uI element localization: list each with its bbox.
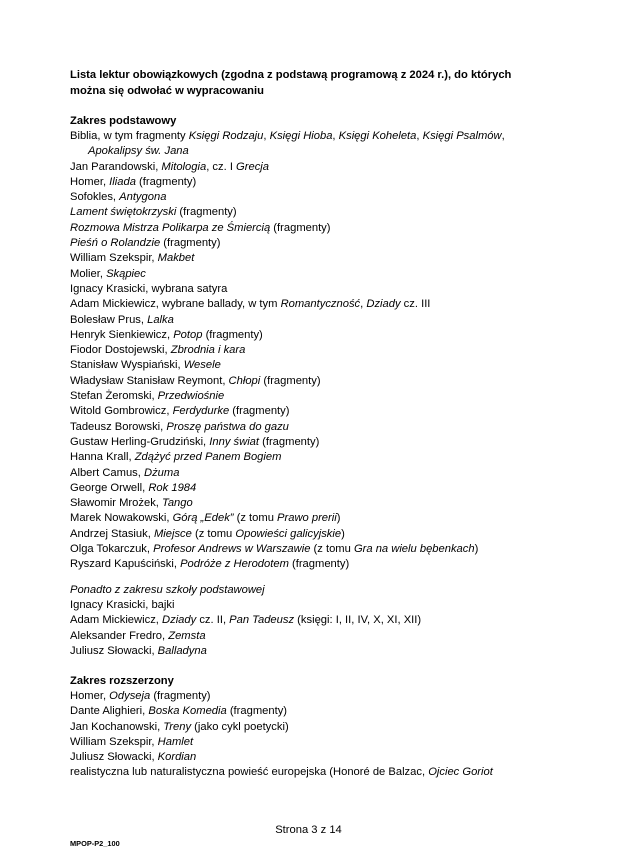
item-text: (fragmenty) [176, 206, 237, 219]
work-title: Skąpiec [106, 267, 146, 280]
work-title: Księgi Psalmów [422, 130, 502, 142]
item-text: (z tomu [310, 543, 354, 556]
work-title: Dziady [366, 298, 401, 311]
item-text: , [263, 130, 270, 142]
work-title: Lament świętokrzyski [70, 206, 177, 219]
item-text: Gustaw Herling-Grudziński, [70, 435, 210, 448]
item-text: Tadeusz Borowski, [70, 420, 167, 433]
work-title: Antygona [119, 191, 167, 204]
item-text: Olga Tokarczuk, [70, 543, 154, 556]
list-item [70, 267, 590, 282]
section-beyond [70, 582, 590, 659]
list-item [70, 704, 590, 719]
item-text: Władysław Stanisław Reymont, [70, 374, 229, 387]
list-item [70, 720, 590, 735]
work-title: Podróże z Herodotem [180, 558, 289, 571]
work-title: Zbrodnia i kara [170, 344, 246, 357]
item-text: Bolesław Prus, [70, 313, 148, 326]
item-text: Jan Kochanowski, [70, 720, 164, 733]
reading-list-basic [70, 129, 590, 573]
work-title: Makbet [157, 252, 195, 265]
work-title: Górą „Edek” [172, 512, 234, 525]
list-item [70, 358, 590, 373]
section-basic [70, 113, 590, 573]
item-text: Homer, [70, 175, 110, 188]
work-title: Wesele [183, 359, 221, 372]
work-title: Rozmowa Mistrza Polikarpa ze Śmiercią [70, 221, 271, 234]
work-title: Tango [162, 497, 193, 510]
work-title: Romantyczność [280, 298, 361, 311]
list-item [70, 282, 590, 297]
list-item [70, 251, 590, 266]
list-item [70, 750, 590, 765]
section-extended [70, 673, 590, 781]
item-text: (fragmenty) [226, 705, 288, 718]
list-item [70, 466, 590, 481]
item-text: realistyczna lub naturalistyczna powieść europejska (Honoré de Balzac, [70, 766, 429, 779]
heading-line-2: można się odwołać w wypracowaniu [70, 85, 264, 97]
list-item [70, 160, 590, 175]
work-title: Treny [163, 720, 192, 733]
work-title: Apokalipsy św. Jana [88, 145, 189, 158]
item-text: (z tomu [191, 527, 236, 540]
item-text: , [360, 298, 367, 311]
work-title: Rok 1984 [148, 481, 197, 494]
work-title: Ojciec Goriot [428, 766, 493, 779]
work-title: Proszę państwa do gazu [166, 420, 289, 433]
list-item [70, 175, 590, 190]
item-text: , cz. I [206, 160, 237, 173]
work-title: Pan Tadeusz [229, 614, 295, 627]
item-text: Sofokles, [70, 191, 120, 204]
item-text: ) [474, 543, 479, 556]
item-text: Biblia, w tym fragmenty [70, 130, 189, 142]
list-item [70, 129, 590, 144]
item-text: Adam Mickiewicz, [70, 614, 163, 627]
item-text: (fragmenty) [288, 558, 350, 571]
reading-list-extended [70, 689, 590, 781]
item-text: William Szekspir, [70, 735, 158, 748]
work-title: Opowieści galicyjskie [235, 527, 342, 540]
list-item [70, 496, 590, 511]
list-item [70, 735, 590, 750]
work-title: Hamlet [157, 735, 194, 748]
work-title: Dziady [162, 614, 197, 627]
item-text: Fiodor Dostojewski, [70, 344, 171, 357]
item-text: (fragmenty) [260, 374, 321, 387]
item-text: (fragmenty) [229, 405, 290, 418]
item-text: Ignacy Krasicki, bajki [70, 599, 175, 611]
list-item [70, 328, 590, 343]
list-item [70, 629, 590, 644]
item-text: Marek Nowakowski, [70, 512, 173, 525]
work-title: Prawo prerii [277, 512, 337, 525]
work-title: Boska Komedia [148, 705, 227, 718]
work-title: Przedwiośnie [157, 390, 225, 403]
list-item [70, 511, 590, 526]
list-item [70, 221, 590, 236]
work-title: Inny świat [209, 435, 260, 448]
item-text: Dante Alighieri, [70, 705, 149, 718]
item-text: (fragmenty) [259, 435, 320, 448]
work-title: Grecja [236, 160, 269, 173]
page-number: Strona 3 z 14 [275, 824, 342, 836]
work-title: Iliada [109, 175, 136, 188]
list-item [70, 404, 590, 419]
item-text: Stefan Żeromski, [70, 390, 158, 403]
item-text: Homer, [70, 690, 110, 702]
work-title: Profesor Andrews w Warszawie [153, 543, 311, 556]
item-text: (fragmenty) [150, 690, 211, 702]
item-text: Jan Parandowski, [70, 160, 162, 173]
work-title: Pieśń o Rolandzie [70, 237, 161, 250]
work-title: Księgi Rodzaju [188, 130, 264, 142]
item-text: , [416, 130, 423, 142]
item-text: ) [341, 527, 345, 540]
work-title: Odyseja [109, 690, 151, 702]
work-title: Kordian [157, 751, 197, 764]
item-text: Juliusz Słowacki, [70, 751, 158, 764]
item-text: , [501, 130, 505, 142]
item-text: (fragmenty) [160, 237, 221, 250]
list-item [70, 481, 590, 496]
list-item [70, 374, 590, 389]
work-title: Ferdydurke [172, 405, 230, 418]
item-text: Stanisław Wyspiański, [70, 359, 184, 372]
item-text: (księgi: I, II, IV, X, XI, XII) [294, 614, 422, 627]
document-heading [70, 67, 570, 99]
list-item [70, 765, 590, 780]
item-text: George Orwell, [70, 481, 149, 494]
list-item [70, 144, 590, 159]
item-text: cz. II, [196, 614, 230, 627]
work-title: Księgi Hioba [269, 130, 333, 142]
work-title: Zdążyć przed Panem Bogiem [134, 451, 282, 464]
heading-line-1: Lista lektur obowiązkowych (zgodna z podstawą programową z 2024 r.), do których [70, 69, 512, 81]
list-item [70, 236, 590, 251]
item-text: Adam Mickiewicz, wybrane ballady, w tym [70, 298, 281, 311]
item-text: Juliusz Słowacki, [70, 644, 158, 657]
work-title: Gra na wielu bębenkach [353, 543, 475, 556]
item-text: , [332, 130, 339, 142]
list-item [70, 598, 590, 613]
list-item [70, 190, 590, 205]
work-title: Potop [173, 328, 203, 341]
list-item [70, 689, 590, 704]
list-item [70, 613, 590, 628]
section-title-extended: Zakres rozszerzony [70, 675, 174, 687]
list-item [70, 435, 590, 450]
section-title-beyond: Ponadto z zakresu szkoły podstawowej [70, 584, 265, 596]
list-item [70, 542, 590, 557]
list-item [70, 313, 590, 328]
item-text: (fragmenty) [270, 221, 331, 234]
item-text: Albert Camus, [70, 466, 144, 479]
item-text: Ryszard Kapuściński, [70, 558, 181, 571]
item-text: Henryk Sienkiewicz, [70, 328, 174, 341]
work-title: Miejsce [153, 527, 192, 540]
item-text: (fragmenty) [202, 328, 263, 341]
list-item [70, 297, 590, 312]
list-item [70, 644, 590, 659]
work-title: Lalka [147, 313, 174, 326]
item-text: William Szekspir, [70, 252, 158, 265]
list-item [70, 527, 590, 542]
item-text: Molier, [70, 267, 107, 280]
item-text: cz. III [400, 298, 431, 311]
item-text: Sławomir Mrożek, [70, 497, 163, 510]
work-title: Balladyna [157, 644, 207, 657]
list-item [70, 450, 590, 465]
item-text: ) [336, 512, 341, 525]
work-title: Mitologia [161, 160, 207, 173]
list-item [70, 557, 590, 572]
item-text: Witold Gombrowicz, [70, 405, 173, 418]
item-text: (jako cykl poetycki) [191, 720, 289, 733]
item-text: (fragmenty) [135, 175, 197, 188]
work-title: Księgi Koheleta [338, 130, 417, 142]
list-item [70, 205, 590, 220]
item-text: Aleksander Fredro, [70, 629, 169, 642]
list-item [70, 343, 590, 358]
item-text: Hanna Krall, [70, 451, 135, 464]
document-code: MPOP-P2_100 [70, 839, 120, 848]
section-title-basic: Zakres podstawowy [70, 115, 177, 127]
work-title: Zemsta [168, 629, 206, 642]
item-text: (z tomu [233, 512, 278, 525]
reading-list-beyond [70, 598, 590, 659]
list-item [70, 420, 590, 435]
item-text: Andrzej Stasiuk, [70, 527, 154, 540]
work-title: Dżuma [144, 466, 180, 479]
work-title: Chłopi [228, 374, 261, 387]
list-item [70, 389, 590, 404]
item-text: Ignacy Krasicki, wybrana satyra [70, 282, 228, 295]
